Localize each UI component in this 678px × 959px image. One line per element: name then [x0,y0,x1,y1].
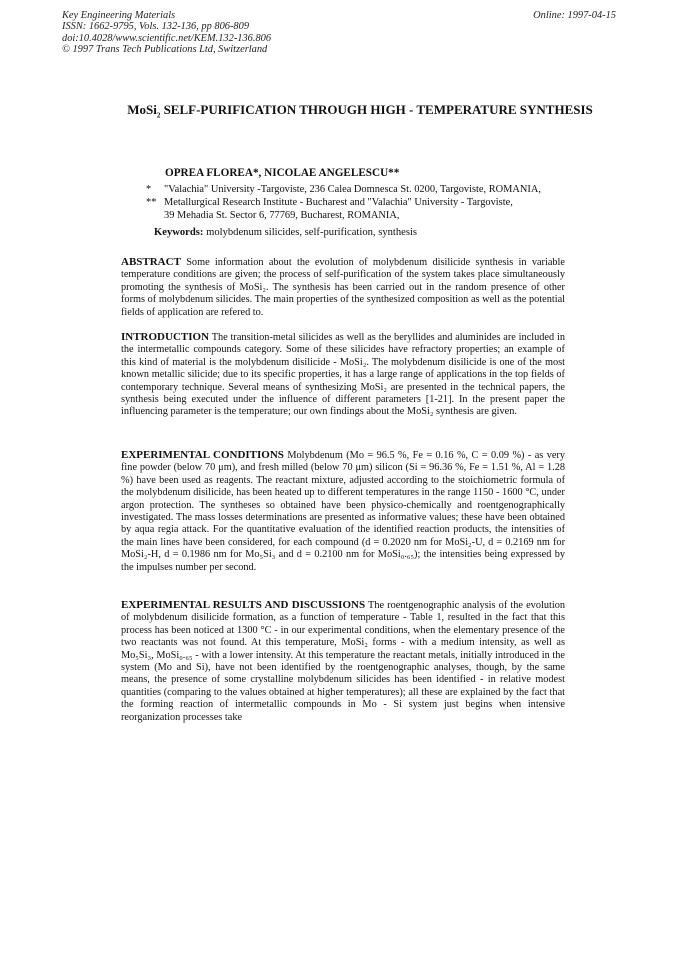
abstract-text: Some information about the evolution of molybdenum disilicide synthesis in variable temperature conditions are given; the process of self-purification of the system takes place simultaneously promoting the synthesis of MoSi₂. The synthesis has been carried out in the random presence of other forms of molybdenum silicides. The main properties of the synthesized composition as well as the potential fields of application are refered to. [121,257,565,318]
experimental-section [121,449,565,574]
journal-name: Key Engineering Materials [62,10,176,21]
affiliation-1 [146,183,541,196]
results-text: The roentgenographic analysis of the evolution of molybdenum disilicide formation, as a function of temperature - Table 1, resulted in the fact that this process has been noticed at 1300 °C - in our experimental conditions, when the elementary presence of the two reactants was not found. At this temperature, MoSi₂ forms - with a medium intensity, as well as Mo₅Si₃, MoSi₀.₆₅ - with a lower intensity. At this temperature the reactant metals, initially introduced in the system (Mo and Si), have not been identified by the roentgenographic analyses, though, by the same means, the presence of some crystalline molybdenum silicides has been identified - in relative modest quantities (comparing to the values obtained at higher temperatures); all these are explained by the fact that the forming reaction of intermetallic compounds in Mo - Si system just begins when intensive reorganization processes take [121,600,565,723]
title-prefix: MoSi [127,102,157,117]
page-header [62,10,616,56]
affiliation-1-mark: * [146,184,152,195]
affiliation-1-text: "Valachia" University -Targoviste, 236 Calea Domnesca St. 0200, Targoviste, ROMANIA, [164,184,541,195]
experimental-heading: EXPERIMENTAL CONDITIONS [121,449,284,461]
title-subscript: 2 [156,111,161,120]
keywords-label: Keywords: [154,227,204,238]
affiliation-2-mark: ** [146,197,157,208]
doi[interactable]: doi:10.4028/www.scientific.net/KEM.132-136.806 [62,32,272,44]
results-section [121,599,565,724]
authors: OPREA FLOREA*, NICOLAE ANGELESCU** [165,167,400,179]
introduction-section [121,331,565,419]
title-rest: SELF-PURIFICATION THROUGH HIGH - TEMPERATURE SYNTHESIS [160,102,593,117]
issn: ISSN: 1662-9795, Vols. 132-136, pp 806-809 [62,21,250,33]
keywords [154,227,417,238]
introduction-heading: INTRODUCTION [121,331,210,343]
affiliation-2 [146,196,513,222]
online-date: Online: 1997-04-15 [533,10,616,21]
abstract-heading: ABSTRACT [121,256,181,268]
results-heading: EXPERIMENTAL RESULTS AND DISCUSSIONS [121,599,366,611]
affiliation-2-line2: 39 Mehadia St. Sector 6, 77769, Bucharest, ROMANIA, [164,210,400,221]
introduction-text: The transition-metal silicides as well as the beryllides and aluminides are included in the intermetallic compounds category. Some of these silicides have refractory properties; an example of this kind of material is the molybdenum disilicide - MoSi₂. The molybdenum disilicide is one of the most known metallic silicide; due to its specific properties, it has a large range of applications in the top fields of contemporary technique. Several means of synthesizing MoSi₂ are presented in the technical papers, the synthesis being executed under the influence of different parameters [1-21]. In the present paper the influencing parameter is the temperature; our own findings about the MoSi₂ synthesis are given. [121,332,565,418]
copyright: © 1997 Trans Tech Publications Ltd, Switzerland [62,44,268,56]
experimental-text: Molybdenum (Mo = 96.5 %, Fe = 0.16 %, C = 0.09 %) - as very fine powder (below 70 μm), and fresh milled (below 70 μm) silicon (Si = 96.36 %, Fe = 1.51 %, Al = 1.28 %) have been used as reagents. The reactant mixture, adjusted according to the stoichiometric formula of the molybdenum disilicide, has been heated up to different temperatures in the range 1150 - 1600 °C, under argon protection. The syntheses so obtained have been physico-chemically and roentgenographically investigated. The mass losses determinations are presented as informative values; these have been obtained by aqua regia attack. For the quantitative evaluation of the identified reaction products, the intensities of the main lines have been considered, for each compound (d = 0.2020 nm for MoSi₂-U, d = 0.2169 nm for MoSi₂-H, d = 0.1986 nm for Mo₅Si₃ and d = 0.2100 nm for MoSi₀.₆₅); the intensities being expressed by the impulses number per second. [121,450,566,573]
affiliation-2-line1: Metallurgical Research Institute - Bucharest and "Valachia" University - Targoviste, [164,197,513,208]
keywords-text: molybdenum silicides, self-purification, synthesis [206,227,418,238]
abstract-section [121,256,565,319]
paper-title [110,100,610,120]
